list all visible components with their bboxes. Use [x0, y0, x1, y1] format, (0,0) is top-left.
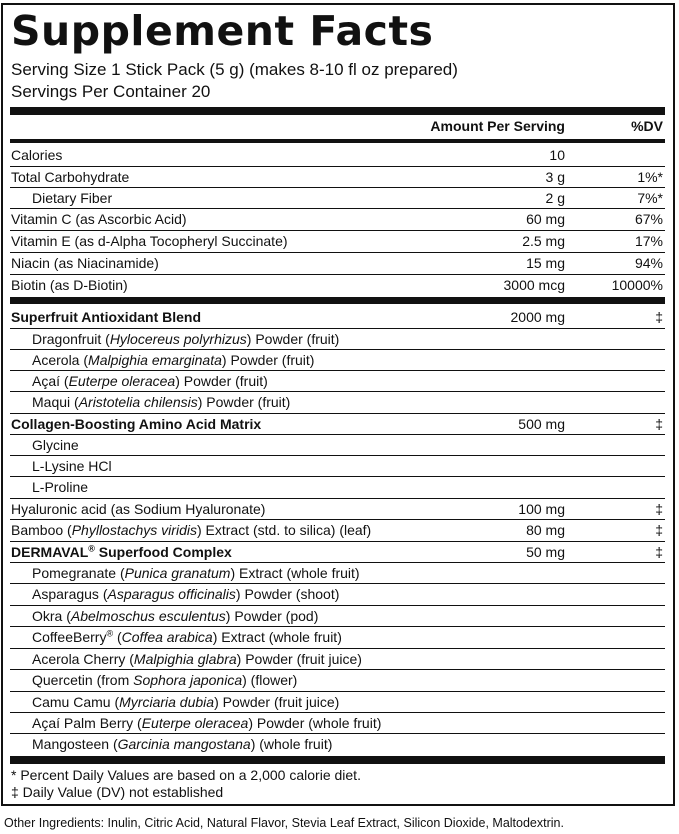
ingredient-amount: 80 mg	[526, 522, 565, 538]
ingredient-name: Acerola (Malpighia emarginata) Powder (fruit)	[32, 352, 315, 368]
ingredient-row	[10, 391, 665, 413]
blend-name: DERMAVAL® Superfood Complex	[11, 543, 232, 560]
ingredient-name: Açaí Palm Berry (Euterpe oleracea) Powder (whole fruit)	[32, 715, 382, 731]
ingredient-name: Dragonfruit (Hylocereus polyrhizus) Powder (fruit)	[32, 331, 340, 347]
nutrient-name: Total Carbohydrate	[11, 169, 130, 185]
blend-dv: ‡	[655, 544, 663, 560]
amount-column-label: Amount Per Serving	[430, 118, 565, 134]
nutrient-amount: 10	[549, 147, 565, 163]
nutrient-row	[10, 252, 665, 274]
nutrient-row	[10, 166, 665, 187]
ingredient-row	[10, 648, 665, 669]
medium-divider	[10, 139, 665, 143]
nutrient-amount: 2.5 mg	[522, 233, 565, 249]
ingredient-name: L-Lysine HCl	[32, 458, 112, 474]
nutrient-name: Calories	[11, 147, 63, 163]
nutrient-name: Biotin (as D-Biotin)	[11, 277, 128, 293]
ingredient-dv: ‡	[655, 501, 663, 517]
ingredient-name: Açaí (Euterpe oleracea) Powder (fruit)	[32, 373, 268, 389]
nutrient-amount: 15 mg	[526, 255, 565, 271]
ingredient-name: Okra (Abelmoschus esculentus) Powder (pod)	[32, 608, 319, 624]
nutrient-dv: 67%	[634, 211, 663, 227]
ingredient-row	[10, 733, 665, 755]
nutrient-amount: 2 g	[545, 190, 565, 206]
nutrient-row	[10, 145, 665, 166]
ingredient-row	[10, 583, 665, 605]
thick-divider	[10, 297, 665, 304]
nutrient-dv: 94%	[634, 255, 663, 271]
ingredient-row	[10, 476, 665, 498]
ingredient-row	[10, 691, 665, 712]
blend-dv: ‡	[655, 309, 663, 325]
footnote-dv-not-established: ‡ Daily Value (DV) not established	[11, 784, 224, 800]
nutrient-dv: 10000%	[611, 277, 663, 293]
ingredient-name: Asparagus (Asparagus officinalis) Powder (shoot)	[32, 586, 340, 602]
footnote-percent-dv: * Percent Daily Values are based on a 2,000 calorie diet.	[11, 767, 361, 783]
ingredient-name: CoffeeBerry® (Coffea arabica) Extract (whole fruit)	[32, 628, 342, 645]
nutrient-row	[10, 230, 665, 252]
nutrient-amount: 3 g	[545, 169, 565, 185]
nutrient-dv: 17%	[634, 233, 663, 249]
serving-size: Serving Size 1 Stick Pack (5 g) (makes 8-10 fl oz prepared)	[11, 60, 458, 79]
nutrient-dv: 7%*	[637, 190, 663, 206]
ingredient-name: Maqui (Aristotelia chilensis) Powder (fruit)	[32, 394, 291, 410]
ingredient-row	[10, 519, 665, 541]
ingredient-name: L-Proline	[32, 479, 89, 495]
ingredient-row	[10, 562, 665, 583]
thick-divider	[10, 756, 665, 764]
ingredient-row	[10, 328, 665, 349]
panel-title: Supplement Facts	[11, 7, 434, 55]
blend-row	[10, 413, 665, 434]
ingredient-row	[10, 434, 665, 455]
ingredient-name: Acerola Cherry (Malpighia glabra) Powder (fruit juice)	[32, 651, 362, 667]
nutrient-dv: 1%*	[637, 169, 663, 185]
ingredient-row	[10, 349, 665, 370]
blend-amount: 500 mg	[518, 416, 565, 432]
ingredient-name: Camu Camu (Myrciaria dubia) Powder (fruit juice)	[32, 694, 340, 710]
ingredient-row	[10, 605, 665, 626]
nutrient-name: Vitamin C (as Ascorbic Acid)	[11, 211, 187, 227]
ingredient-row	[10, 498, 665, 519]
nutrient-amount: 3000 mcg	[503, 277, 565, 293]
blend-row	[10, 541, 665, 562]
ingredient-row	[10, 626, 665, 648]
ingredient-name: Glycine	[32, 437, 79, 453]
ingredient-row	[10, 370, 665, 391]
ingredient-dv: ‡	[655, 522, 663, 538]
ingredient-name: Pomegranate (Punica granatum) Extract (whole fruit)	[32, 565, 360, 581]
blend-amount: 2000 mg	[510, 309, 565, 325]
nutrient-name: Dietary Fiber	[32, 190, 113, 206]
ingredient-name: Mangosteen (Garcinia mangostana) (whole fruit)	[32, 736, 333, 752]
servings-per-container: Servings Per Container 20	[11, 82, 211, 101]
ingredient-row	[10, 455, 665, 476]
ingredient-name: Quercetin (from Sophora japonica) (flower)	[32, 672, 298, 688]
ingredient-row	[10, 712, 665, 733]
nutrient-name: Niacin (as Niacinamide)	[11, 255, 159, 271]
blend-row	[10, 307, 665, 328]
ingredient-name: Hyaluronic acid (as Sodium Hyaluronate)	[11, 501, 266, 517]
thick-divider	[10, 107, 665, 115]
nutrient-amount: 60 mg	[526, 211, 565, 227]
other-ingredients: Other Ingredients: Inulin, Citric Acid, Natural Flavor, Stevia Leaf Extract, Silicon Dioxide, Maltodextrin.	[4, 816, 564, 830]
blend-amount: 50 mg	[526, 544, 565, 560]
nutrient-row	[10, 208, 665, 230]
nutrient-name: Vitamin E (as d-Alpha Tocopheryl Succinate)	[11, 233, 288, 249]
ingredient-name: Bamboo (Phyllostachys viridis) Extract (std. to silica) (leaf)	[11, 522, 372, 538]
ingredient-row	[10, 669, 665, 691]
nutrient-row	[10, 274, 665, 296]
blend-name: Collagen-Boosting Amino Acid Matrix	[11, 416, 262, 432]
nutrient-row	[10, 187, 665, 208]
dv-column-label: %DV	[631, 118, 663, 134]
ingredient-amount: 100 mg	[518, 501, 565, 517]
blend-dv: ‡	[655, 416, 663, 432]
blend-name: Superfruit Antioxidant Blend	[11, 309, 202, 325]
